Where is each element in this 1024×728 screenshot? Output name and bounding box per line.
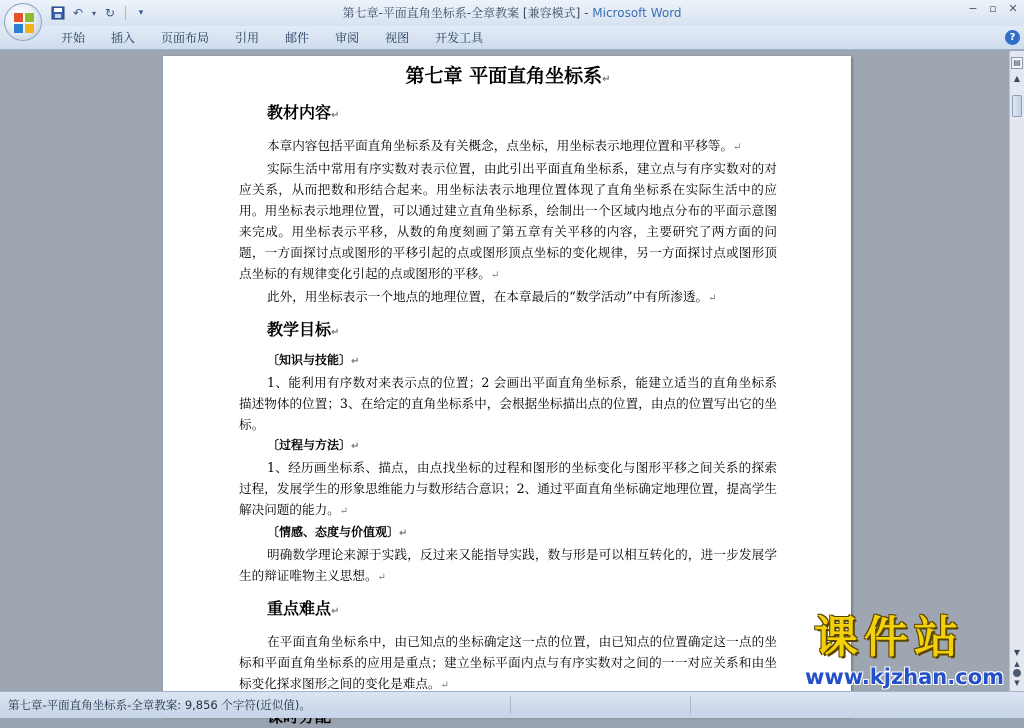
customize-toolbar-icon[interactable]: ▾ <box>138 8 144 18</box>
document-title <box>239 64 777 92</box>
window-title <box>0 4 1024 21</box>
status-divider <box>510 696 511 714</box>
paragraph-mark: ↵ <box>732 142 742 153</box>
select-browse-object-icon[interactable] <box>1013 669 1021 677</box>
ribbon-tabs <box>48 30 496 46</box>
document-page[interactable] <box>163 56 851 716</box>
tab-home[interactable]: 开始 <box>61 31 86 45</box>
paragraph-text: 在平面直角坐标糸中，由已知点的坐标确定这一点的位置，由已知点的位置确定这一点的坐标和平面直角坐标系的应用是重点；建立坐标平面内点与有序实数对之间的一一对应关系和由坐标变化探求图形之间的变化是难点。 <box>239 634 777 691</box>
section-heading-objectives <box>267 319 777 344</box>
paragraph-mark: ↵ <box>331 606 340 617</box>
tab-developer[interactable]: 开发工具 <box>435 31 484 45</box>
paragraph-mark: ↵ <box>490 270 500 281</box>
heading-text: 教材内容 <box>267 103 332 122</box>
ribbon-tab-bar <box>0 26 1024 50</box>
subheading <box>267 435 777 457</box>
paragraph-text: 实际生活中常用有序实数对表示位置，由此引出平面直角坐标系，建立点与有序实数对的对应关系，从而把数和形结合起来。用坐标法表示地理位置体现了直角坐标系在实际生活中的应用。用坐标表示地理位置，可以通过建立直角坐标系，绘制出一个区域内地点分布的平面示意图来完成。用坐标表示平移，从数的角度刻画了第五章有关平移的内容，主要研究了两方面的问题，一方面探讨点或图形的平移引起的点或图形顶点坐标的变化规律，另一方面探讨点或图形顶点坐标的有规律变化引起的点或图形的平移。 <box>239 161 777 281</box>
paragraph-text: 明确数学理论来源于实践，反过来又能指导实践，数与形是可以相互转化的，进一步发展学生的辩证唯物主义思想。 <box>239 547 777 583</box>
paragraph-text: 1、能利用有序数对来表示点的位置；2 会画出平面直角坐标系，能建立适当的直角坐标系描述物体的位置；3、在给定的直角坐标系中，会根据坐标描出点的位置，由点的位置写出它的坐标。 <box>239 375 777 432</box>
undo-icon[interactable]: ↶ <box>72 6 84 20</box>
scroll-up-icon[interactable]: ▲ <box>1013 74 1021 83</box>
paragraph <box>239 372 777 435</box>
paragraph-mark: ↵ <box>339 506 349 517</box>
title-bar <box>0 0 1024 26</box>
paragraph-text: 1、经历画坐标系、描点，由点找坐标的过程和图形的坐标变化与图形平移之间关系的探索过程，发展学生的形象思维能力与数形结合意识；2、通过平面直角坐标确定地理位置，提高学生解决问题的能力。 <box>239 460 777 517</box>
paragraph-mark: ↵ <box>377 572 386 583</box>
redo-icon[interactable]: ↻ <box>104 6 116 20</box>
status-bar <box>0 691 1024 718</box>
subheading <box>267 522 777 544</box>
tab-insert[interactable]: 插入 <box>111 31 136 45</box>
tab-mailings[interactable]: 邮件 <box>285 31 310 45</box>
app-name: Microsoft Word <box>592 6 682 20</box>
section-heading-content <box>267 102 777 127</box>
paragraph-mark: ↵ <box>331 110 340 121</box>
section-heading-key-points <box>267 598 777 623</box>
paragraph-mark: ↵ <box>351 441 360 452</box>
undo-dropdown-icon[interactable]: ▾ <box>91 8 96 18</box>
document-area[interactable] <box>0 51 1009 691</box>
scroll-down-icon[interactable]: ▼ <box>1013 648 1021 657</box>
page-content[interactable] <box>239 62 777 728</box>
tab-review[interactable]: 审阅 <box>335 31 360 45</box>
paragraph-mark: ↵ <box>602 74 611 85</box>
document-title-text: 第七章 平面直角坐标系 <box>405 65 603 87</box>
paragraph-mark: ↵ <box>399 528 408 539</box>
paragraph-mark: ↵ <box>708 293 717 304</box>
paragraph-mark: ↵ <box>331 327 340 338</box>
office-logo-icon <box>14 13 34 33</box>
previous-page-icon[interactable]: ▲ <box>1014 660 1020 668</box>
paragraph <box>239 158 777 286</box>
watermark-url: www.kjzhan.com <box>804 665 1004 689</box>
paragraph <box>239 631 777 696</box>
next-page-icon[interactable]: ▼ <box>1014 679 1020 687</box>
scroll-thumb[interactable] <box>1012 95 1022 117</box>
subheading <box>267 350 777 372</box>
heading-text: 教学目标 <box>267 320 332 339</box>
status-divider <box>690 696 691 714</box>
paragraph-text: 此外，用坐标表示一个地点的地理位置，在本章最后的“数学活动”中有所渗透。 <box>267 289 709 304</box>
paragraph-mark: ↵ <box>440 680 449 691</box>
paragraph <box>239 544 777 588</box>
paragraph <box>239 135 777 158</box>
subheading-text: 〔知识与技能〕 <box>267 353 352 367</box>
tab-page-layout[interactable]: 页面布局 <box>161 31 210 45</box>
status-word-count[interactable]: 第七章-平面直角坐标系-全章教案: 9,856 个字符(近似值)。 <box>8 698 311 712</box>
vertical-scrollbar[interactable] <box>1009 51 1024 691</box>
close-button[interactable]: ✕ <box>1008 2 1018 15</box>
subheading-text: 〔过程与方法〕 <box>267 438 352 452</box>
heading-text: 重点难点 <box>267 599 332 618</box>
view-ruler-icon[interactable]: ▤ <box>1011 57 1023 69</box>
window-controls <box>966 2 1020 16</box>
minimize-button[interactable]: − <box>968 2 978 15</box>
title-separator: - <box>580 6 593 20</box>
maximize-button[interactable]: ▫ <box>989 2 997 15</box>
subheading-text: 〔情感、态度与价值观〕 <box>267 525 400 539</box>
document-name: 第七章-平面直角坐标系-全章教案 [兼容模式] <box>342 6 581 20</box>
help-icon[interactable]: ? <box>1005 30 1020 45</box>
paragraph <box>239 457 777 522</box>
paragraph <box>239 286 777 309</box>
tab-references[interactable]: 引用 <box>235 31 260 45</box>
watermark-title: 课件站 <box>814 612 964 663</box>
paragraph-mark: ↵ <box>351 356 360 367</box>
watermark-logo <box>774 612 1004 692</box>
office-button[interactable] <box>4 3 42 41</box>
tab-view[interactable]: 视图 <box>385 31 410 45</box>
paragraph-text: 本章内容包括平面直角坐标系及有关概念，点坐标，用坐标表示地理位置和平移等。 <box>267 138 733 153</box>
